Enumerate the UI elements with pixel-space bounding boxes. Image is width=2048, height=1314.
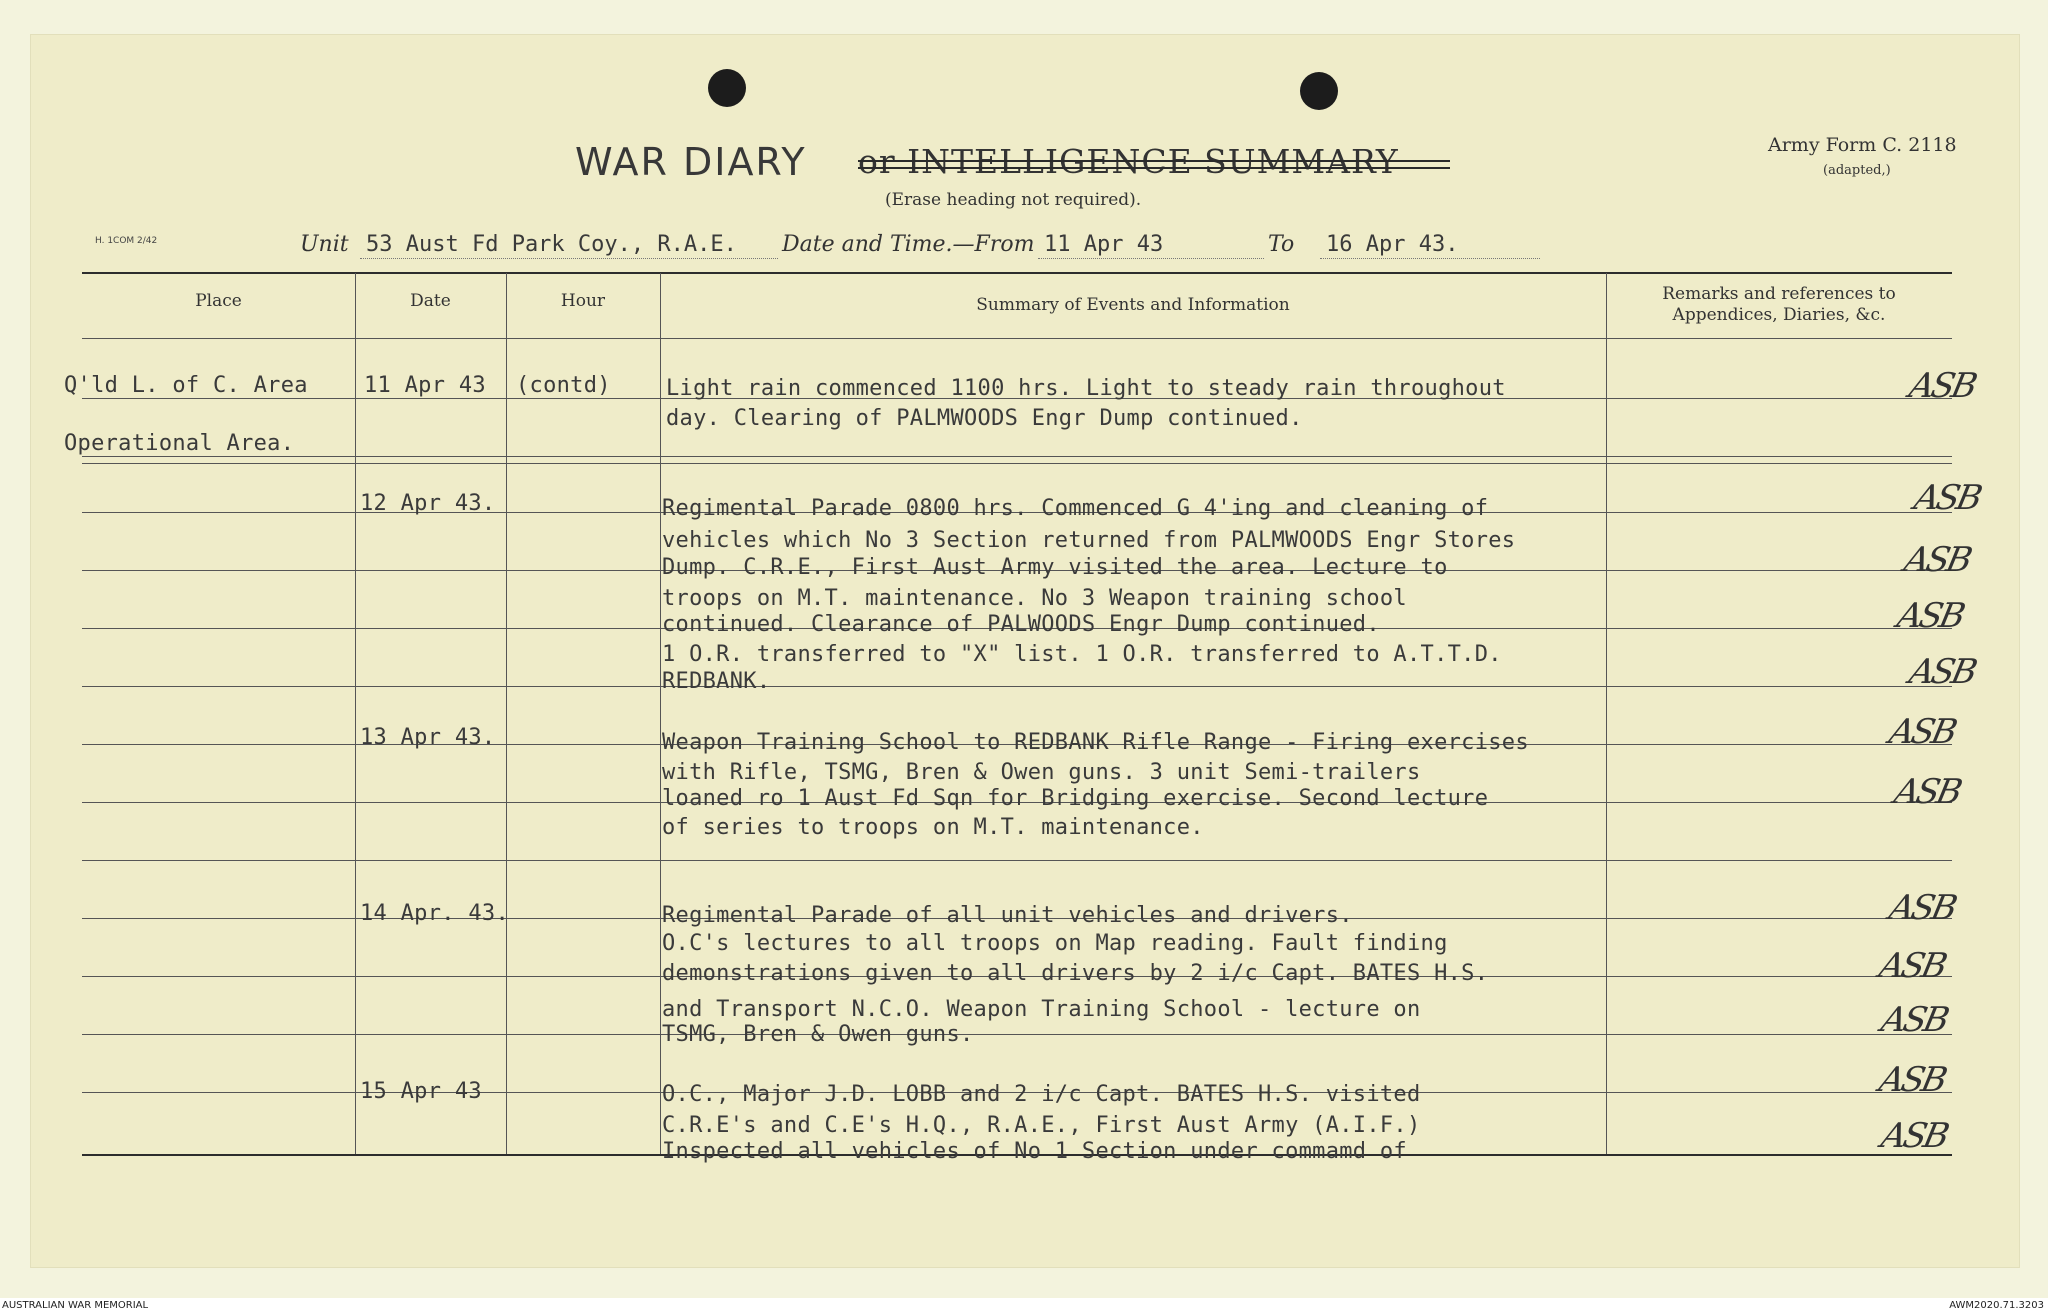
date-entry: 12 Apr 43. [360,491,496,516]
summary-line: Weapon Training School to REDBANK Rifle Range - Firing exercises [662,730,1529,755]
row-rule [82,456,1952,457]
summary-line: TSMG, Bren & Owen guns. [662,1022,974,1047]
column-divider [506,273,507,1154]
summary-line: loaned ro 1 Aust Fd Sqn for Bridging exercise. Second lecture [662,786,1489,811]
initials-mark: ASB [1893,596,1967,636]
column-header-place: Place [195,291,242,311]
place-entry: Operational Area. [64,431,295,456]
initials-mark: ASB [1905,652,1979,692]
row-rule [82,860,1952,861]
initials-mark: ASB [1910,478,1984,518]
summary-line: troops on M.T. maintenance. No 3 Weapon training school [662,586,1407,611]
column-divider [1606,273,1607,1154]
column-header-hour: Hour [560,291,606,311]
initials-mark: ASB [1905,366,1979,406]
date-entry: 15 Apr 43 [360,1079,482,1104]
summary-line: O.C., Major J.D. LOBB and 2 i/c Capt. BATES H.S. visited [662,1082,1421,1107]
place-entry: Q'ld L. of C. Area [64,373,308,398]
footer-source: AUSTRALIAN WAR MEMORIAL [2,1300,149,1311]
date-entry: 13 Apr 43. [360,725,496,750]
strikethrough-line [858,160,1450,162]
summary-line: Regimental Parade of all unit vehicles and drivers. [662,903,1353,928]
summary-line: Dump. C.R.E., First Aust Army visited the area. Lecture to [662,555,1448,580]
punch-hole-left [708,69,746,107]
unit-dotted-line [360,258,778,259]
summary-line: and Transport N.C.O. Weapon Training School - lecture on [662,997,1421,1022]
to-dotted-line [1320,258,1540,259]
header-bottom-rule [82,338,1952,339]
army-form-number: Army Form C. 2118 [1768,134,1957,156]
form-title: WAR DIARY [575,140,807,184]
table-top-border [82,272,1952,274]
summary-line: with Rifle, TSMG, Bren & Owen guns. 3 unit Semi-trailers [662,760,1421,785]
summary-line: vehicles which No 3 Section returned from PALMWOODS Engr Stores [662,528,1516,553]
date-entry: 14 Apr. 43. [360,901,509,926]
initials-mark: ASB [1885,888,1959,928]
initials-mark: ASB [1900,540,1974,580]
row-rule [82,463,1952,464]
footer-accession: AWM2020.71.3203 [1949,1300,2044,1311]
column-header-date: Date [410,291,451,311]
date-entry: 11 Apr 43 [364,373,486,398]
summary-line: day. Clearing of PALMWOODS Engr Dump continued. [666,406,1303,431]
from-dotted-line [1038,258,1264,259]
initials-mark: ASB [1890,772,1964,812]
summary-line: REDBANK. [662,669,771,694]
date-time-label: Date and Time.—From [782,232,1035,257]
summary-line: C.R.E's and C.E's H.Q., R.A.E., First Aust Army (A.I.F.) [662,1113,1421,1138]
punch-hole-right [1300,72,1338,110]
row-rule [82,686,1952,687]
summary-line: Regimental Parade 0800 hrs. Commenced G 4'ing and cleaning of [662,496,1489,521]
initials-mark: ASB [1875,1060,1949,1100]
to-label: To [1268,232,1295,257]
summary-line: 1 O.R. transferred to "X" list. 1 O.R. transferred to A.T.T.D. [662,642,1502,667]
summary-line: Inspected all vehicles of No 1 Section under commamd of [662,1139,1407,1164]
to-value: 16 Apr 43. [1326,232,1459,257]
row-rule [82,1034,1952,1035]
summary-line: of series to troops on M.T. maintenance. [662,815,1204,840]
from-value: 11 Apr 43 [1044,232,1164,257]
summary-line: O.C's lectures to all troops on Map reading. Fault finding [662,931,1448,956]
initials-mark: ASB [1875,946,1949,986]
erase-note: (Erase heading not required). [885,190,1142,210]
strikethrough-line [858,167,1450,169]
initials-mark: ASB [1885,712,1959,752]
adapted-note: (adapted,) [1823,163,1891,178]
unit-value: 53 Aust Fd Park Coy., R.A.E. [366,232,737,257]
summary-line: continued. Clearance of PALWOODS Engr Dump continued. [662,612,1380,637]
column-divider [660,273,661,1154]
column-header-summary: Summary of Events and Information [976,295,1290,315]
column-header-remarks: Remarks and references to [1662,284,1896,304]
initials-mark: ASB [1877,1116,1951,1156]
hour-entry: (contd) [516,373,611,398]
form-reference: H. 1COM 2/42 [95,236,158,246]
column-header-remarks-line2: Appendices, Diaries, &c. [1672,305,1886,325]
summary-line: Light rain commenced 1100 hrs. Light to steady rain throughout [666,376,1506,401]
initials-mark: ASB [1877,1000,1951,1040]
summary-line: demonstrations given to all drivers by 2 i/c Capt. BATES H.S. [662,961,1489,986]
column-divider [355,273,356,1154]
unit-label: Unit [300,232,349,257]
